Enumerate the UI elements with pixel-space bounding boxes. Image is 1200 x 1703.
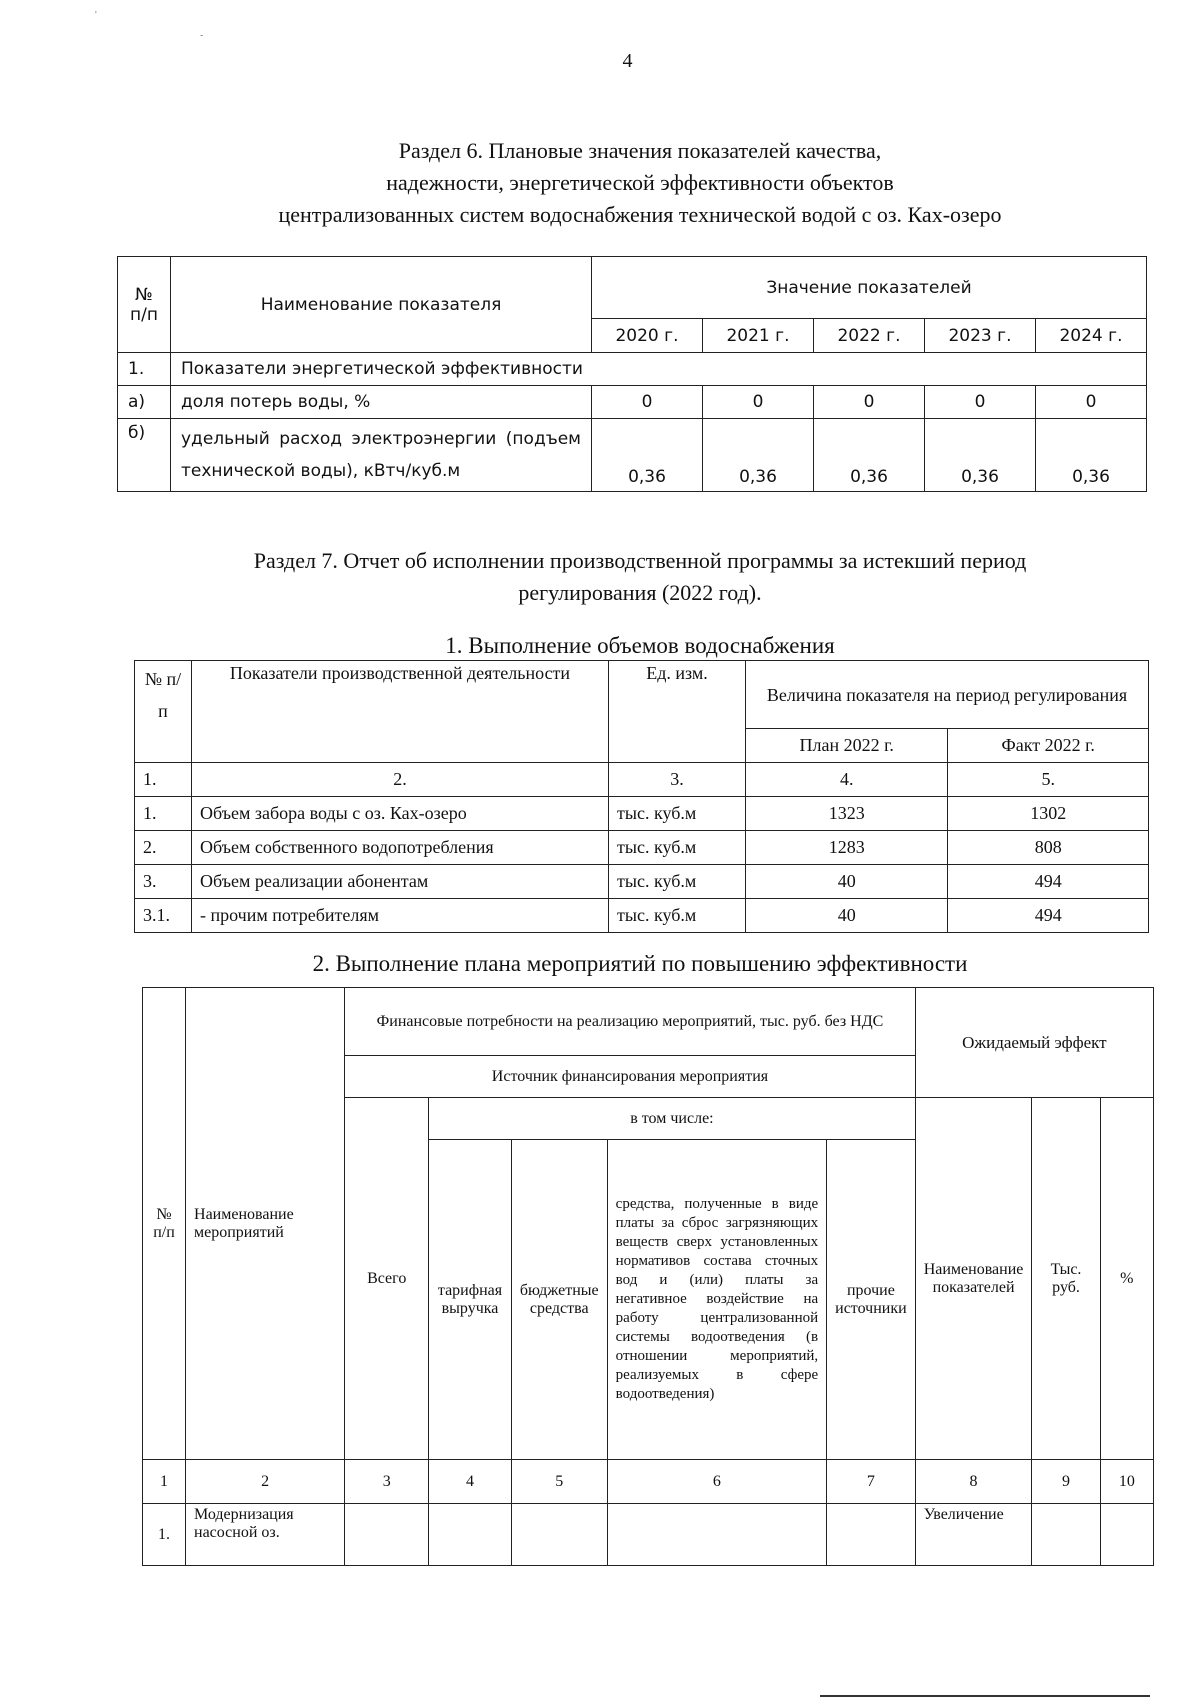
section6-title-line: надежности, энергетической эффективности объектов [386,170,894,195]
header-value: Величина показателя на период регулирования [746,661,1149,729]
header-num: № п/п [135,661,192,763]
table-row [135,797,1149,831]
year-2021: 2021 г. [703,319,814,353]
row-value: 0 [703,386,814,419]
section6-title [140,135,1140,231]
row-plan: 40 [746,899,948,933]
bottom-rule [820,1695,1150,1697]
table-row [143,1504,1154,1566]
row-value: 0,36 [592,419,703,492]
row-cell [345,1504,429,1566]
table-row [135,831,1149,865]
table-row [135,899,1149,933]
row-name: Модернизация насосной оз. [186,1504,345,1566]
col-number: 6 [607,1460,826,1504]
header-name: Наименование мероприятий [186,988,345,1460]
row-num: 1. [143,1504,186,1566]
header-thous-rub: Тыс. руб. [1032,1098,1100,1460]
row-value: 0,36 [925,419,1036,492]
header-values: Значение показателей [592,257,1147,319]
row-unit: тыс. куб.м [609,797,746,831]
header-name: Наименование показателя [171,257,592,353]
header-tariff: тарифная выручка [429,1140,512,1460]
row-num: 1. [135,797,192,831]
section6-title-line: Раздел 6. Плановые значения показателей качества, [398,138,882,163]
col-number: 4 [429,1460,512,1504]
row-name: Объем забора воды с оз. Ках-озеро [192,797,609,831]
table-row [118,353,1147,386]
table-row [118,419,1147,492]
header-plan: План 2022 г. [746,729,948,763]
section7-title-line: регулирования (2022 год). [518,580,762,605]
header-fees: средства, полученные в виде платы за сброс загрязняющих веществ сверх установленных нормативов состава сточных вод и (или) платы за негативное воздействие на работу централизованной системы водоотведения (в отношении мероприятий, реализуемых в сфере водоотведения) [607,1140,826,1460]
header-total: Всего [345,1098,429,1460]
table-row [118,386,1147,419]
col-number: 5. [948,763,1149,797]
row-num: 3.1. [135,899,192,933]
section6-table [117,256,1147,492]
row-plan: 1283 [746,831,948,865]
section7-title [140,545,1140,609]
col-number: 1. [135,763,192,797]
column-numbers-row [135,763,1149,797]
section6-title-line: централизованных систем водоснабжения технической водой с оз. Ках-озеро [278,202,1002,227]
row-effect-name: Увеличение [915,1504,1032,1566]
col-number: 7 [827,1460,916,1504]
row-num: а) [118,386,171,419]
row-value: 0 [592,386,703,419]
col-number: 5 [511,1460,607,1504]
col-number: 4. [746,763,948,797]
year-2024: 2024 г. [1036,319,1147,353]
row-unit: тыс. куб.м [609,831,746,865]
measures-table [142,987,1154,1566]
header-budget: бюджетные средства [511,1140,607,1460]
col-number: 8 [915,1460,1032,1504]
col-number: 9 [1032,1460,1100,1504]
row-fact: 1302 [948,797,1149,831]
row-value: 0,36 [1036,419,1147,492]
col-number: 2 [186,1460,345,1504]
year-2020: 2020 г. [592,319,703,353]
row-num: 1. [118,353,171,386]
row-value: 0,36 [703,419,814,492]
row-name: удельный расход электроэнергии (подъем технической воды), кВтч/куб.м [171,419,592,492]
row-num: б) [118,419,171,492]
row-cell [1032,1504,1100,1566]
row-cell [827,1504,916,1566]
row-cell [607,1504,826,1566]
row-name: Показатели энергетической эффективности [171,353,1147,386]
row-unit: тыс. куб.м [609,899,746,933]
row-cell [511,1504,607,1566]
row-num: 2. [135,831,192,865]
row-value: 0,36 [814,419,925,492]
row-fact: 494 [948,899,1149,933]
section7-title-line: Раздел 7. Отчет об исполнении производственной программы за истекший период [253,548,1027,573]
row-cell [1100,1504,1153,1566]
header-percent: % [1100,1098,1153,1460]
row-unit: тыс. куб.м [609,865,746,899]
row-plan: 1323 [746,797,948,831]
col-number: 2. [192,763,609,797]
year-2023: 2023 г. [925,319,1036,353]
subsection1-title: 1. Выполнение объемов водоснабжения [445,633,835,658]
row-value: 0 [814,386,925,419]
header-indicators: Показатели производственной деятельности [192,661,609,763]
header-num: № п/п [143,988,186,1460]
year-2022: 2022 г. [814,319,925,353]
row-name: - прочим потребителям [192,899,609,933]
row-name: Объем собственного водопотребления [192,831,609,865]
row-name: Объем реализации абонентам [192,865,609,899]
row-plan: 40 [746,865,948,899]
col-number: 3 [345,1460,429,1504]
col-number: 1 [143,1460,186,1504]
row-value: 0 [925,386,1036,419]
row-cell [429,1504,512,1566]
header-fact: Факт 2022 г. [948,729,1149,763]
page-number: 4 [622,50,633,72]
scan-mark: ' [95,10,97,21]
table-row [135,865,1149,899]
col-number: 10 [1100,1460,1153,1504]
header-finance: Финансовые потребности на реализацию мероприятий, тыс. руб. без НДС [345,988,915,1056]
row-value: 0 [1036,386,1147,419]
header-indicator-name: Наименование показателей [915,1098,1032,1460]
row-fact: 494 [948,865,1149,899]
row-fact: 808 [948,831,1149,865]
header-other: прочие источники [827,1140,916,1460]
header-including: в том числе: [429,1098,916,1140]
scan-mark: - [200,30,204,41]
row-num: 3. [135,865,192,899]
row-name: доля потерь воды, % [171,386,592,419]
col-number: 3. [609,763,746,797]
subsection2-title: 2. Выполнение плана мероприятий по повышению эффективности [312,951,968,976]
header-num: № п/п [118,257,171,353]
water-supply-table [134,660,1149,933]
column-numbers-row [143,1460,1154,1504]
header-source: Источник финансирования мероприятия [345,1056,915,1098]
header-unit: Ед. изм. [609,661,746,763]
header-effect: Ожидаемый эффект [915,988,1153,1098]
